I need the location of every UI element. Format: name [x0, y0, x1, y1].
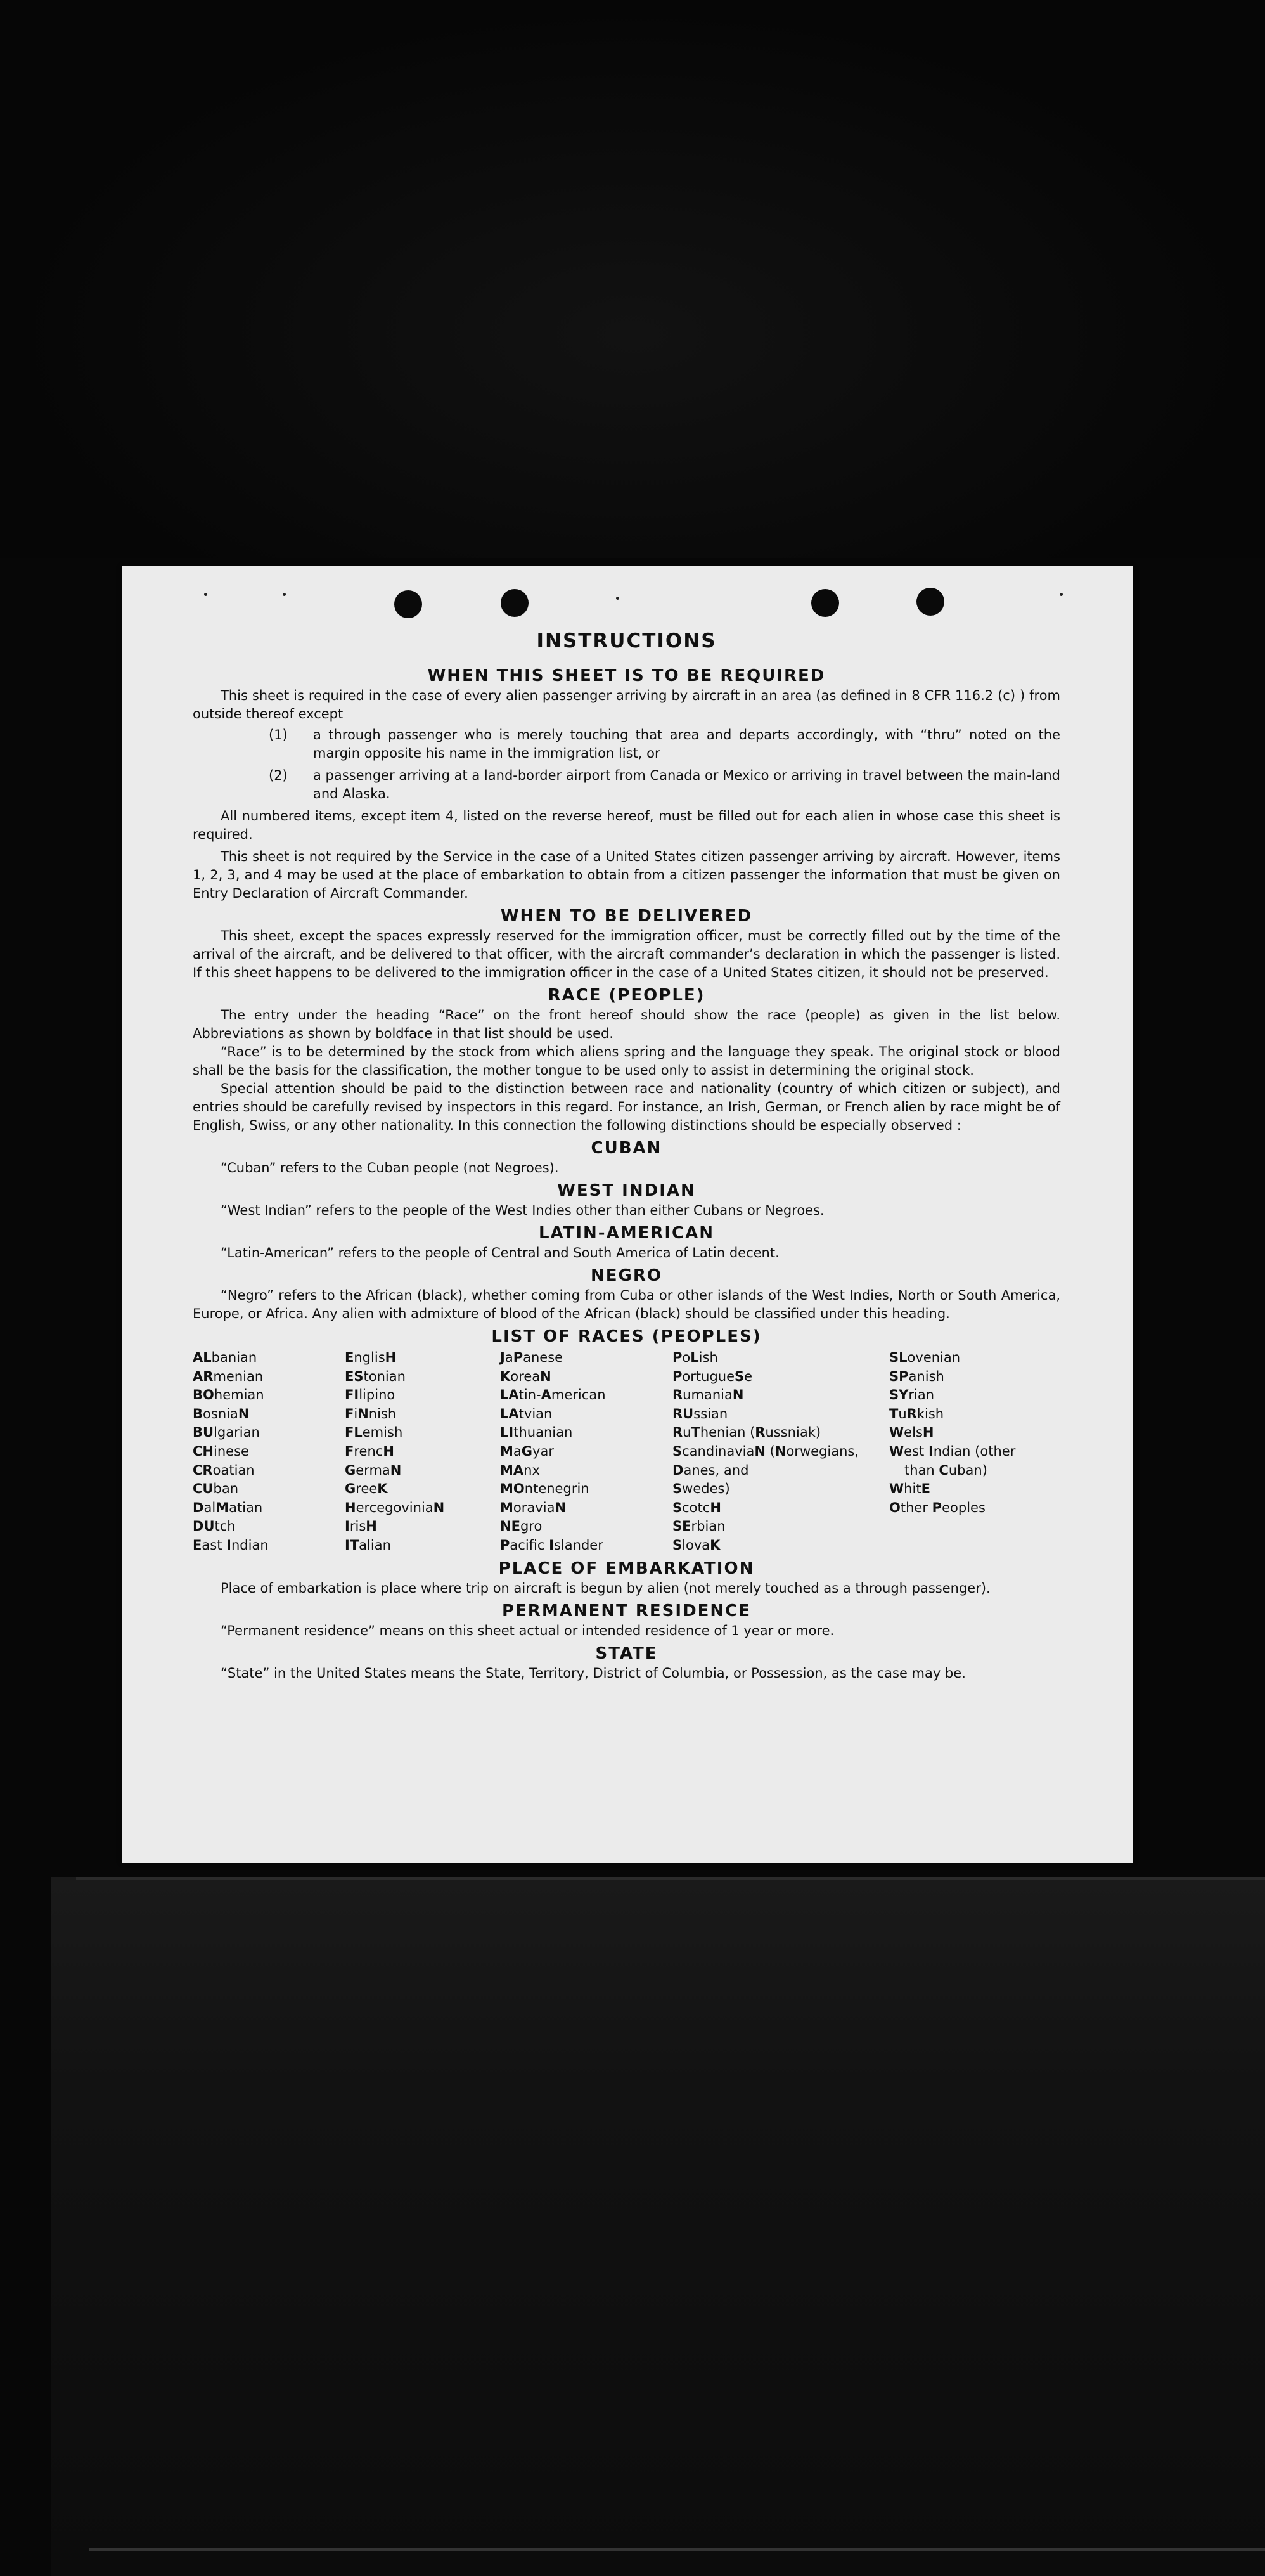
exception-list	[269, 726, 1060, 803]
required-intro: This sheet is required in the case of every alien passenger arriving by aircraft in an area (as defined in 8 CFR 116.2 (c) ) from outside thereof except	[193, 688, 1060, 722]
dust-speck	[283, 593, 286, 596]
film-background-top	[0, 0, 1265, 558]
race-entry: ARmenian	[193, 1368, 264, 1384]
heading-when-delivered: WHEN TO BE DELIVERED	[500, 907, 753, 926]
race-entry: NEgro	[500, 1518, 543, 1534]
heading-when-required: WHEN THIS SHEET IS TO BE REQUIRED	[427, 666, 826, 685]
punch-hole	[501, 589, 529, 617]
race-entry: FiNnish	[345, 1406, 397, 1421]
race-para-1: The entry under the heading “Race” on the front hereof should show the race (people) as given in the list below. Abbreviations as shown by boldface in that list should be used.	[193, 1007, 1060, 1041]
required-para-numbered-items: All numbered items, except item 4, listed on the reverse hereof, must be filled out for each alien in whose case this sheet is required.	[193, 808, 1060, 842]
heading-race: RACE (PEOPLE)	[548, 986, 705, 1005]
race-entry: WelsH	[889, 1425, 934, 1440]
race-entry: Other Peoples	[889, 1499, 986, 1515]
item-text: a through passenger who is merely touching that area and departs accordingly, with “thru” noted on the margin opposite his name in the immigration list, or	[313, 727, 1060, 761]
heading-negro: NEGRO	[591, 1266, 662, 1285]
race-entry: GreeK	[345, 1481, 388, 1497]
punch-hole	[394, 590, 422, 618]
race-entry: SYrian	[889, 1387, 935, 1403]
race-entry: ALbanian	[193, 1350, 257, 1365]
document-content	[193, 630, 1060, 1683]
race-entry: SLovenian	[889, 1350, 961, 1365]
race-entry: SPanish	[889, 1368, 944, 1384]
required-para-citizen: This sheet is not required by the Service in the case of a United States citizen passenger arriving by aircraft. However, items 1, 2, 3, and 4 may be used at the place of embarkation to obtain from a citizen passenger the information that must be given on Entry Declaration of Aircraft Commander.	[193, 849, 1060, 901]
race-entry: MAnx	[500, 1462, 540, 1478]
heading-west-indian: WEST INDIAN	[557, 1181, 696, 1200]
west-indian-text: “West Indian” refers to the people of the West Indies other than either Cubans or Negroes.	[221, 1203, 825, 1218]
race-entry: EnglisH	[345, 1350, 397, 1365]
race-entry: BOhemian	[193, 1387, 264, 1403]
race-entry: ScandinaviaN (Norwegians,	[672, 1443, 859, 1459]
race-entry: RUssian	[672, 1406, 728, 1421]
race-entry: SlovaK	[672, 1537, 721, 1553]
heading-state: STATE	[595, 1643, 658, 1663]
race-entry: HercegoviniaN	[345, 1499, 445, 1515]
race-entry: RumaniaN	[672, 1387, 744, 1403]
race-entry: FLemish	[345, 1425, 403, 1440]
race-para-2: “Race” is to be determined by the stock from which aliens spring and the language they speak. The original stock or blood shall be the basis for the classification, the mother tongue to be used only to assist in determining the original stock.	[193, 1044, 1060, 1078]
race-entry: Swedes)	[672, 1481, 730, 1497]
race-entry: TuRkish	[889, 1406, 944, 1421]
race-list	[193, 1349, 1060, 1555]
punch-hole	[916, 588, 944, 616]
race-entry: JaPanese	[500, 1350, 563, 1365]
race-entry: KoreaN	[500, 1368, 551, 1384]
race-list-column	[672, 1349, 889, 1555]
race-entry: LIthuanian	[500, 1425, 573, 1440]
item-number: (2)	[269, 768, 288, 783]
race-entry: West Indian (other	[889, 1443, 1016, 1459]
race-entry: GermaN	[345, 1462, 402, 1478]
race-entry: MOntenegrin	[500, 1481, 589, 1497]
latin-american-text: “Latin-American” refers to the people of Central and South America of Latin decent.	[221, 1245, 780, 1260]
race-entry: Pacifc Islander	[500, 1537, 603, 1553]
heading-permanent-residence: PERMANENT RESIDENCE	[501, 1601, 752, 1621]
residence-text: “Permanent residence” means on this sheet actual or intended residence of 1 year or more.	[221, 1622, 835, 1638]
film-edge-line-bottom	[89, 2548, 1265, 2551]
race-entry: ITalian	[345, 1537, 391, 1553]
race-entry: MoraviaN	[500, 1499, 567, 1515]
cuban-text: “Cuban” refers to the Cuban people (not Negroes).	[221, 1160, 559, 1175]
race-entry: MaGyar	[500, 1443, 554, 1459]
dust-speck	[204, 593, 207, 596]
race-entry: BosniaN	[193, 1406, 250, 1421]
race-entry: than Cuban)	[904, 1462, 987, 1478]
race-entry: FrencH	[345, 1443, 394, 1459]
heading-list-of-races: LIST OF RACES (PEOPLES)	[491, 1327, 762, 1346]
race-entry: DalMatian	[193, 1499, 263, 1515]
race-entry: CRoatian	[193, 1462, 255, 1478]
race-entry: East Indian	[193, 1537, 269, 1553]
exception-item	[269, 767, 1060, 803]
negro-text: “Negro” refers to the African (black), whether coming from Cuba or other islands of the West Indies, North or South America, Europe, or Africa. Any alien with admixture of blood of the African (black) should be classified under this heading.	[193, 1288, 1060, 1321]
item-text: a passenger arriving at a land-border airport from Canada or Mexico or arriving in travel between the main-land and Alaska.	[313, 768, 1060, 801]
heading-place-of-embarkation: PLACE OF EMBARKATION	[498, 1558, 755, 1578]
race-entry: PortugueSe	[672, 1368, 753, 1384]
race-list-column	[193, 1349, 345, 1555]
race-para-3: Special attention should be paid to the distinction between race and nationality (country of which citizen or subject), and entries should be carefully revised by inspectors in this regard. For instance, an Irish, German, or French alien by race might be of English, Swiss, or any other nationality. In this connection the following distinctions should be especially observed :	[193, 1081, 1060, 1133]
dust-speck	[1060, 593, 1063, 596]
race-entry: LAtin-American	[500, 1387, 606, 1403]
delivered-text: This sheet, except the spaces expressly reserved for the immigration officer, must be correctly filled out by the time of the arrival of the aircraft, and be delivered to that officer, with the aircraft commander’s declaration in which the passenger is listed. If this sheet happens to be delivered to the immigration officer in the case of a United States citizen, it should not be preserved.	[193, 928, 1060, 980]
race-list-column	[889, 1349, 1060, 1555]
race-entry: Danes, and	[672, 1462, 749, 1478]
document-page	[122, 566, 1133, 1863]
punch-hole	[811, 589, 839, 617]
race-entry: PoLish	[672, 1350, 718, 1365]
document-title: INSTRUCTIONS	[536, 630, 717, 652]
race-list-column	[345, 1349, 500, 1555]
heading-latin-american: LATIN-AMERICAN	[538, 1224, 715, 1243]
film-edge-line	[76, 1877, 1265, 1880]
race-entry: ScotcH	[672, 1499, 721, 1515]
race-entry: EStonian	[345, 1368, 406, 1384]
race-entry: BUlgarian	[193, 1425, 260, 1440]
race-list-column	[500, 1349, 672, 1555]
state-text: “State” in the United States means the State, Territory, District of Columbia, or Possession, as the case may be.	[221, 1665, 966, 1681]
embarkation-text: Place of embarkation is place where trip on aircraft is begun by alien (not merely touched as a through passenger).	[221, 1580, 991, 1596]
race-entry: LAtvian	[500, 1406, 553, 1421]
race-entry: CHinese	[193, 1443, 249, 1459]
race-entry: WhitE	[889, 1481, 930, 1497]
race-entry: FIlipino	[345, 1387, 395, 1403]
film-background-bottom	[51, 1877, 1265, 2576]
race-entry: DUtch	[193, 1518, 236, 1534]
dust-speck	[616, 597, 619, 600]
race-entry: IrisH	[345, 1518, 377, 1534]
item-number: (1)	[269, 727, 288, 742]
race-entry: CUban	[193, 1481, 239, 1497]
race-entry: RuThenian (Russniak)	[672, 1425, 821, 1440]
exception-item	[269, 726, 1060, 763]
race-entry: SErbian	[672, 1518, 726, 1534]
heading-cuban: CUBAN	[591, 1139, 662, 1158]
